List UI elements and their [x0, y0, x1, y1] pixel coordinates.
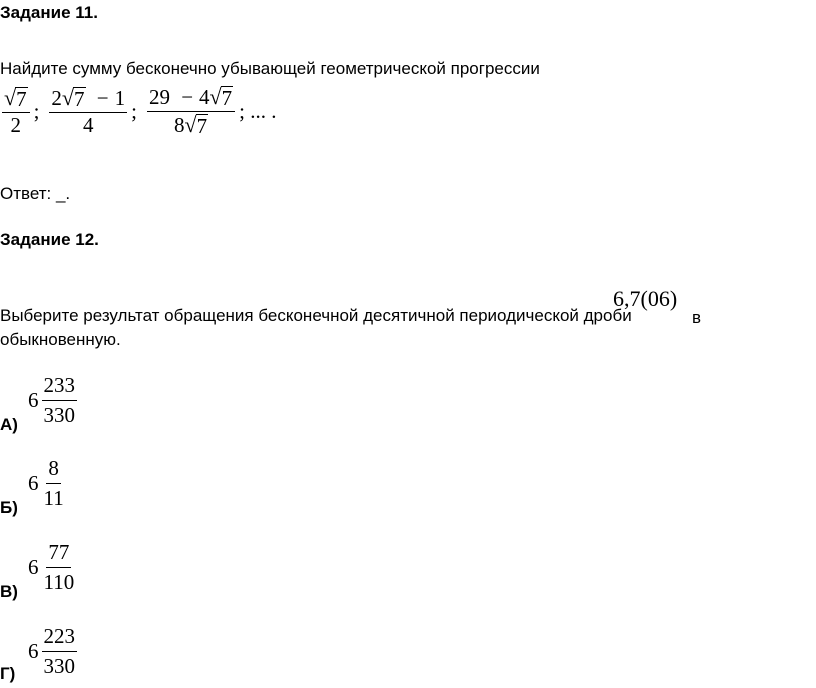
- option-c-label: В): [0, 582, 18, 601]
- option-b-label: Б): [0, 498, 18, 517]
- separator: ;: [33, 99, 40, 124]
- task11-question: Найдите сумму бесконечно убывающей геометрической прогрессии: [0, 59, 540, 78]
- task11-answer: Ответ: _.: [0, 184, 71, 203]
- task12-heading: Задание 12.: [0, 230, 99, 249]
- separator: ;: [131, 99, 137, 124]
- option-b-fraction: 6 $\frac{8}{11}$: [28, 456, 64, 510]
- option-a-fraction: 6 $\frac{233}{330}$: [28, 373, 75, 427]
- sequence-ellipsis: ; ... .: [239, 99, 277, 124]
- task12-question-line2: обыкновенную.: [0, 330, 121, 349]
- geometric-sequence: [2, 86, 286, 137]
- task11-heading: Задание 11.: [0, 3, 98, 22]
- option-d-fraction: 6 $\frac{223}{330}$: [28, 624, 75, 678]
- term3-fraction: 29 − 4 √ 7 8 √ 7: [147, 86, 235, 137]
- option-d-label: Г): [0, 664, 16, 683]
- option-c-fraction: 6 $\frac{77}{110}$: [28, 540, 75, 594]
- option-a-label: А): [0, 415, 18, 434]
- periodic-decimal: 6,7(06): [613, 286, 678, 311]
- task12-question: Выберите результат обращения бесконечной десятичной периодической дроби: [0, 306, 632, 325]
- term2-fraction: 2 √ 7 − 1 4: [51, 85, 126, 138]
- term1-fraction: √ 7 2: [2, 87, 30, 136]
- task12-question-tail: в: [692, 308, 702, 327]
